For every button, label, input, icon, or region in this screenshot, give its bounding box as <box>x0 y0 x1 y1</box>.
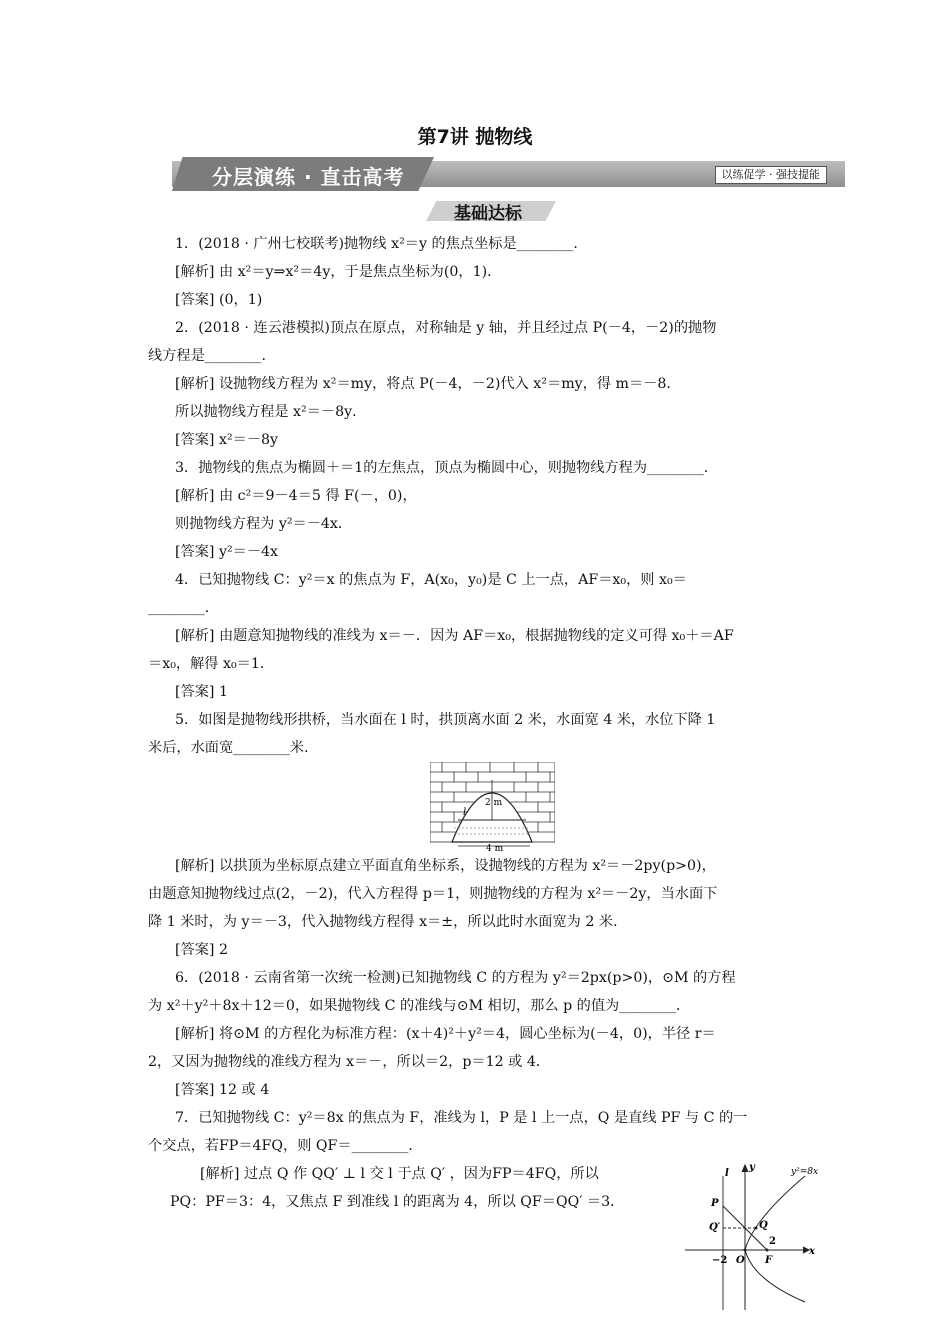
point-q-prime-label: Q′ <box>709 1222 721 1233</box>
text-line: 为 x²＋y²＋8x＋12＝0，如果抛物线 C 的准线与⊙M 相切，那么 p 的值为________． <box>148 998 691 1014</box>
text-line: [答案] x²＝－8y <box>175 432 279 448</box>
section-banner <box>172 157 845 191</box>
text-line: [答案] (0，1) <box>175 292 263 308</box>
text-line: 线方程是________． <box>148 348 276 364</box>
text-line: 由题意知抛物线过点(2，－2)，代入方程得 p＝1，则抛物线的方程为 x²＝－2y，当水面下 <box>148 886 718 902</box>
point-p-label: P <box>711 1198 719 1209</box>
text-line: ________． <box>148 600 219 616</box>
water-label: l <box>463 807 467 818</box>
text-line: 2，又因为抛物线的准线方程为 x＝－，所以＝2，p＝12 或 4． <box>148 1054 551 1070</box>
origin-label: O <box>736 1255 745 1266</box>
text-line: [答案] 1 <box>175 684 228 700</box>
text-line: 个交点，若FP＝4FQ，则 QF＝________． <box>148 1138 423 1154</box>
text-line: 7．已知抛物线 C：y²＝8x 的焦点为 F，准线为 l，P 是 l 上一点，Q 是直线 PF 与 C 的一 <box>175 1110 748 1126</box>
two-label: 2 <box>769 1236 776 1247</box>
text-line: 2．(2018 · 连云港模拟)顶点在原点，对称轴是 y 轴，并且经过点 P(－4，－2)的抛物 <box>175 320 717 336</box>
arch-bridge-figure <box>430 762 555 852</box>
focus-label: F <box>765 1255 773 1266</box>
text-line: [解析] 由 c²＝9－4＝5 得 F(－，0)， <box>175 488 417 504</box>
point-q-label: Q <box>759 1220 768 1231</box>
text-line: 6．(2018 · 云南省第一次统一检测)已知抛物线 C 的方程为 y²＝2px(p>0)，⊙M 的方程 <box>175 970 736 986</box>
text-line: [答案] y²＝－4x <box>175 544 279 560</box>
x-axis-label: x <box>809 1246 815 1257</box>
text-line: [解析] 以拱顶为坐标原点建立平面直角坐标系，设抛物线的方程为 x²＝－2py(p>0)， <box>175 858 716 874</box>
text-line: [答案] 2 <box>175 942 228 958</box>
text-line: 则抛物线方程为 y²＝－4x． <box>175 516 353 532</box>
y-axis-label: y <box>749 1162 755 1173</box>
text-line: [解析] 设抛物线方程为 x²＝my，将点 P(－4，－2)代入 x²＝my，得 m＝－8． <box>175 376 681 392</box>
subsection-header <box>418 198 558 224</box>
text-line: [解析] 将⊙M 的方程化为标准方程：(x＋4)²＋y²＝4，圆心坐标为(－4，0)，半径 r＝ <box>175 1026 716 1042</box>
width-label: 4 m <box>486 844 504 852</box>
text-line: PQ：PF＝3：4，又焦点 F 到准线 l 的距离为 4，所以 QF＝QQ′ ＝3． <box>170 1194 625 1210</box>
text-line: 4．已知抛物线 C：y²＝x 的焦点为 F，A(x₀，y₀)是 C 上一点，AF＝x₀，则 x₀＝ <box>175 572 687 588</box>
text-line: 3．抛物线的焦点为椭圆＋＝1的左焦点，顶点为椭圆中心，则抛物线方程为________． <box>175 460 718 476</box>
subsection-title: 基础达标 <box>454 204 522 224</box>
curve-label: y²=8x <box>791 1167 819 1177</box>
text-line: 5．如图是抛物线形拱桥，当水面在 l 时，拱顶离水面 2 米，水面宽 4 米，水位下降 1 <box>175 712 716 728</box>
text-line: [解析] 由 x²＝y⇒x²＝4y，于是焦点坐标为(0，1)． <box>175 264 502 280</box>
text-line: ＝x₀，解得 x₀＝1． <box>148 656 275 672</box>
text-line: [解析] 由题意知抛物线的准线为 x＝－．因为 AF＝x₀，根据抛物线的定义可得 x₀＋＝AF <box>175 628 734 644</box>
banner-title: 分层演练 · 直击高考 <box>212 165 405 189</box>
text-line: 米后，水面宽________米． <box>148 740 319 756</box>
text-line: 所以抛物线方程是 x²＝－8y． <box>175 404 367 420</box>
parabola-figure <box>685 1162 845 1312</box>
text-line: [答案] 12 或 4 <box>175 1082 270 1098</box>
height-label: 2 m <box>485 798 503 808</box>
banner-tag: 以练促学 · 强技提能 <box>715 166 828 184</box>
page-title: 第7讲 抛物线 <box>417 126 533 148</box>
text-line: [解析] 过点 Q 作 QQ′ ⊥ l 交 l 于点 Q′ ，因为FP＝4FQ，所以 <box>200 1166 599 1182</box>
neg-two-label: −2 <box>712 1255 728 1266</box>
text-line: 1．(2018 · 广州七校联考)抛物线 x²＝y 的焦点坐标是________． <box>175 236 588 252</box>
text-line: 降 1 米时，为 y＝－3，代入抛物线方程得 x＝±，所以此时水面宽为 2 米． <box>148 914 628 930</box>
l-label: l <box>725 1168 729 1179</box>
